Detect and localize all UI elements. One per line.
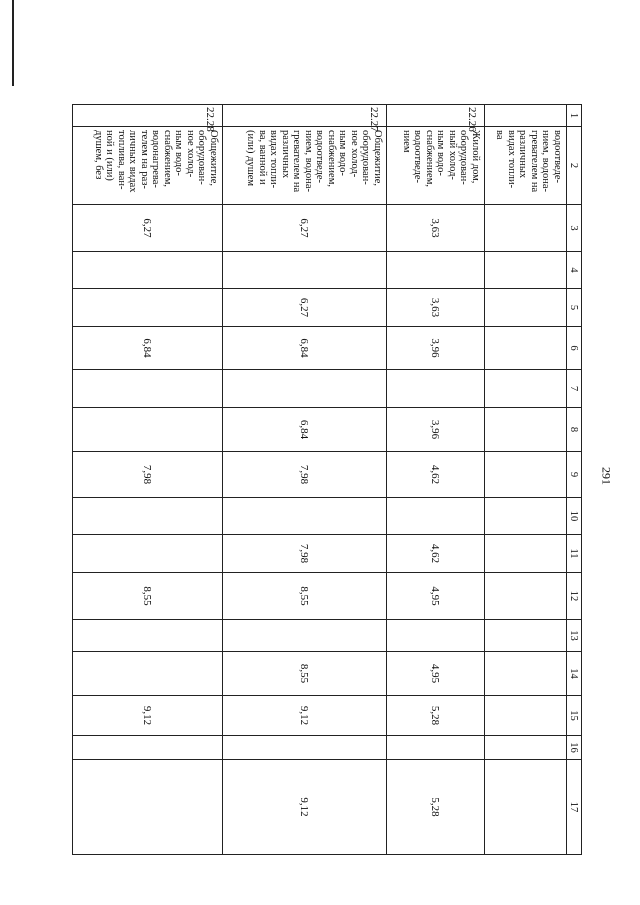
value-cell bbox=[387, 370, 485, 408]
value-cell: 6,27 bbox=[223, 289, 387, 327]
value-cell: 4,95 bbox=[387, 573, 485, 620]
column-number: 4 bbox=[567, 252, 582, 289]
value-cell: 7,98 bbox=[223, 535, 387, 573]
value-cell: 6,84 bbox=[223, 408, 387, 452]
value-cell: 9,12 bbox=[223, 760, 387, 855]
column-number: 7 bbox=[567, 370, 582, 408]
value-cell bbox=[73, 652, 223, 696]
column-number: 10 bbox=[567, 498, 582, 535]
column-number: 11 bbox=[567, 535, 582, 573]
value-cell: 3,63 bbox=[387, 289, 485, 327]
column-number: 1 bbox=[567, 105, 582, 127]
tariff-table bbox=[72, 104, 582, 855]
value-cell bbox=[73, 408, 223, 452]
table-row bbox=[485, 105, 567, 855]
value-cell: 8,55 bbox=[223, 573, 387, 620]
column-number: 8 bbox=[567, 408, 582, 452]
value-cell bbox=[73, 370, 223, 408]
value-cell: 8,55 bbox=[223, 652, 387, 696]
page-number: 291 bbox=[599, 467, 614, 485]
value-cell bbox=[73, 760, 223, 855]
value-cell: 5,28 bbox=[387, 696, 485, 736]
row-code: 22.28 bbox=[73, 105, 223, 127]
table-row bbox=[223, 105, 387, 855]
value-cell bbox=[73, 736, 223, 760]
value-cell bbox=[223, 620, 387, 652]
column-number: 3 bbox=[567, 205, 582, 252]
row-name: Жилой дом, оборудован- ный холод- ным водо- снабжением, водоотведе- нием bbox=[387, 127, 485, 205]
column-number: 9 bbox=[567, 452, 582, 498]
value-cell bbox=[485, 498, 567, 535]
value-cell bbox=[485, 620, 567, 652]
value-cell bbox=[223, 498, 387, 535]
column-number: 6 bbox=[567, 327, 582, 370]
value-cell: 3,63 bbox=[387, 205, 485, 252]
column-number: 5 bbox=[567, 289, 582, 327]
value-cell: 4,95 bbox=[387, 652, 485, 696]
binding-margin-line bbox=[12, 0, 14, 86]
value-cell: 7,98 bbox=[73, 452, 223, 498]
value-cell bbox=[387, 252, 485, 289]
value-cell bbox=[73, 252, 223, 289]
table-row bbox=[73, 105, 223, 855]
column-number: 13 bbox=[567, 620, 582, 652]
column-number: 16 bbox=[567, 736, 582, 760]
value-cell: 4,62 bbox=[387, 452, 485, 498]
value-cell bbox=[485, 535, 567, 573]
value-cell bbox=[485, 652, 567, 696]
column-number: 15 bbox=[567, 696, 582, 736]
row-name: Общежитие, оборудован- ное холод- ным водо- снабжением, водоотведе- нием, водона- гревателем на различных видах топли- ва, ванной и (или) душем bbox=[223, 127, 387, 205]
value-cell: 9,12 bbox=[223, 696, 387, 736]
value-cell bbox=[387, 620, 485, 652]
row-code bbox=[485, 105, 567, 127]
value-cell bbox=[485, 289, 567, 327]
value-cell: 4,62 bbox=[387, 535, 485, 573]
value-cell bbox=[485, 252, 567, 289]
value-cell bbox=[223, 252, 387, 289]
value-cell: 5,28 bbox=[387, 760, 485, 855]
value-cell: 8,55 bbox=[73, 573, 223, 620]
value-cell bbox=[73, 289, 223, 327]
value-cell bbox=[223, 736, 387, 760]
value-cell bbox=[387, 498, 485, 535]
row-name: Общежитие, оборудован- ное холод- ным водо- снабжением, водонагрева- телем на раз- личных видах топлива, ван- ной и (или) душем, без bbox=[73, 127, 223, 205]
row-name: водоотведе- нием, водона- гревателем на различных видах топли- ва bbox=[485, 127, 567, 205]
value-cell: 9,12 bbox=[73, 696, 223, 736]
table-row bbox=[387, 105, 485, 855]
value-cell: 6,84 bbox=[73, 327, 223, 370]
value-cell bbox=[485, 696, 567, 736]
rotated-table-container bbox=[72, 104, 582, 854]
value-cell: 6,27 bbox=[223, 205, 387, 252]
value-cell bbox=[73, 498, 223, 535]
column-number-row bbox=[567, 105, 582, 855]
column-number: 17 bbox=[567, 760, 582, 855]
value-cell bbox=[223, 370, 387, 408]
value-cell bbox=[485, 327, 567, 370]
value-cell bbox=[485, 452, 567, 498]
column-number: 14 bbox=[567, 652, 582, 696]
value-cell bbox=[73, 535, 223, 573]
value-cell bbox=[485, 736, 567, 760]
value-cell bbox=[485, 760, 567, 855]
value-cell: 3,96 bbox=[387, 408, 485, 452]
value-cell bbox=[387, 736, 485, 760]
column-number: 12 bbox=[567, 573, 582, 620]
row-code: 22.26 bbox=[387, 105, 485, 127]
value-cell bbox=[485, 205, 567, 252]
value-cell bbox=[485, 573, 567, 620]
value-cell: 7,98 bbox=[223, 452, 387, 498]
value-cell bbox=[485, 408, 567, 452]
value-cell: 6,27 bbox=[73, 205, 223, 252]
value-cell bbox=[73, 620, 223, 652]
column-number: 2 bbox=[567, 127, 582, 205]
value-cell: 6,84 bbox=[223, 327, 387, 370]
value-cell bbox=[485, 370, 567, 408]
row-code: 22.27 bbox=[223, 105, 387, 127]
value-cell: 3,96 bbox=[387, 327, 485, 370]
